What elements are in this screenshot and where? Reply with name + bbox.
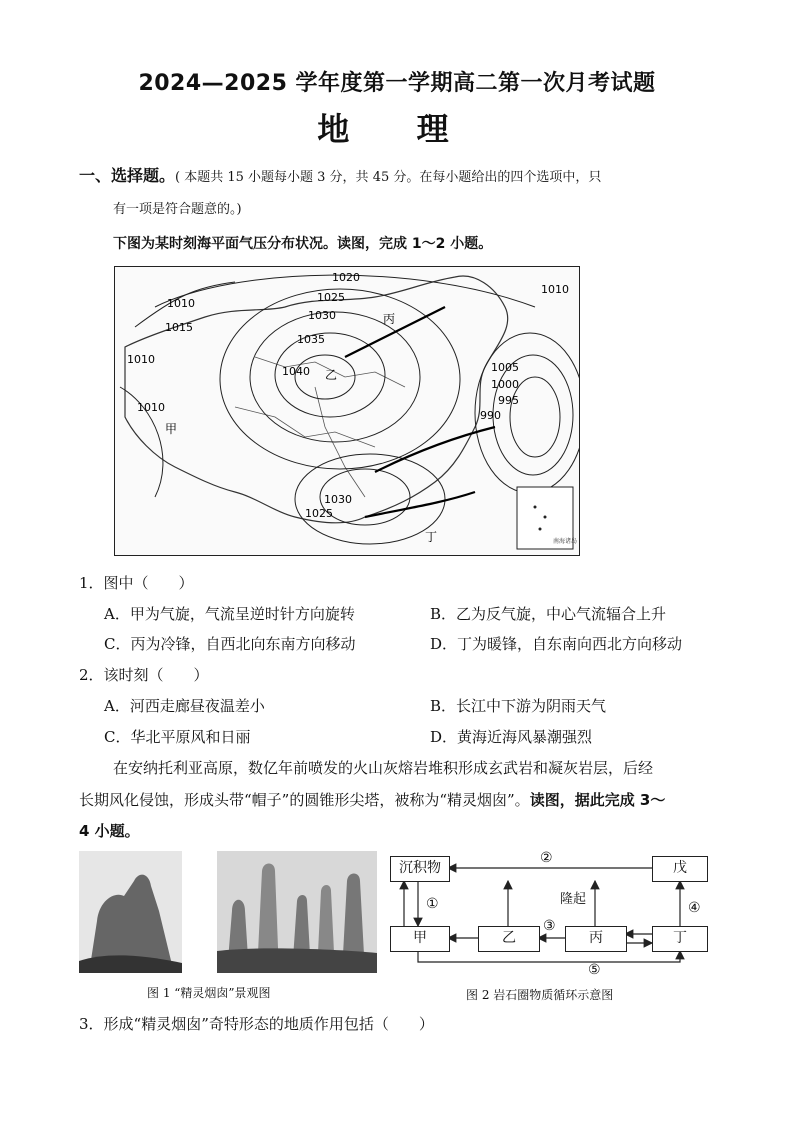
q1-option-c: C．丙为冷锋，自西北向东南方向移动 [104,635,356,653]
passage-line-1: 在安纳托利亚高原，数亿年前喷发的火山灰熔岩堆积形成玄武岩和凝灰岩层，后经 [113,759,654,777]
node-jia: 甲 [390,926,450,952]
node-bing: 丙 [565,926,627,952]
q2-option-a: A．河西走廊昼夜温差小 [104,697,265,715]
arrow-label-3: ③ [543,918,556,934]
instruction-line-1: ( 本题共 15 小题每小题 3 分，共 45 分。在每小题给出的四个选项中，只 [175,170,602,185]
instruction-line-2: 有一项是符合题意的。) [113,202,242,217]
passage-line-2 [79,790,665,810]
label-1025: 1025 [317,291,345,304]
node-ding: 丁 [652,926,708,952]
label-1010-nw: 1010 [167,297,195,310]
q2-option-c: C．华北平原风和日丽 [104,728,251,746]
arrow-label-2: ② [540,850,553,866]
q2-option-d: D．黄海近海风暴潮强烈 [430,728,593,746]
q2-option-b: B．长江中下游为阴雨天气 [430,697,607,715]
exam-title: 2024—2025 学年度第一学期高二第一次月考试题 [138,71,656,96]
inset-note: 南海诸岛 [553,538,578,545]
label-ding: 丁 [425,530,438,544]
pressure-map-svg [115,267,579,555]
photo-1-svg [79,851,182,973]
label-1025-south: 1025 [305,507,333,520]
fairy-chimney-photo-1 [79,851,182,973]
province-borders [235,357,405,497]
figure1-caption: 图 1 “精灵烟囱”景观图 [147,986,271,1000]
section-heading: 一、选择题。 [79,166,176,185]
passage-line-2-bold: 读图，据此完成 3～ [529,791,666,809]
uplift-label: 隆起 [560,892,587,907]
node-wu: 戊 [652,856,708,882]
label-1040: 1040 [282,365,310,378]
pressure-map [114,266,580,556]
label-jia: 甲 [165,422,178,436]
node-yi: 乙 [478,926,540,952]
subject-title: 地 理 [317,110,477,148]
label-1020: 1020 [332,271,360,284]
label-1010-w1: 1010 [127,353,155,366]
label-bing: 丙 [383,312,396,326]
q1-option-d: D．丁为暖锋，自东南向西北方向移动 [430,635,683,653]
q1-option-a: A．甲为气旋，气流呈逆时针方向旋转 [104,605,355,623]
label-yi: 乙 [325,368,338,382]
passage-line-2-plain: 长期风化侵蚀，形成头带“帽子”的圆锥形尖塔，被称为“精灵烟囱”。 [79,791,530,809]
front-ding [365,492,475,517]
q3-stem: 3．形成“精灵烟囱”奇特形态的地质作用包括（ ） [79,1015,434,1033]
photo-2-svg [217,851,377,973]
label-1015: 1015 [165,321,193,334]
section-instruction [79,166,601,188]
figure2-caption: 图 2 岩石圈物质循环示意图 [466,988,614,1002]
label-1005: 1005 [491,361,519,374]
arrow-label-1: ① [426,896,439,912]
passage-line-3: 4 小题。 [79,822,140,840]
q1-stem: 1．图中（ ） [79,574,194,592]
label-995: 995 [498,394,519,407]
group1-intro: 下图为某时刻海平面气压分布状况。读图，完成 1～2 小题。 [113,236,493,252]
rock-cycle-diagram [390,850,720,980]
label-1030: 1030 [308,309,336,322]
fairy-chimney-photo-2 [217,851,377,973]
arrow-label-4: ④ [688,900,701,916]
label-990: 990 [480,409,501,422]
label-1035: 1035 [297,333,325,346]
node-sediment: 沉积物 [390,856,450,882]
q1-option-b: B．乙为反气旋，中心气流辐合上升 [430,605,667,623]
label-1010-ne: 1010 [541,283,569,296]
label-1000: 1000 [491,378,519,391]
label-1030-south: 1030 [324,493,352,506]
label-1010-w2: 1010 [137,401,165,414]
q2-stem: 2．该时刻（ ） [79,666,209,684]
arrow-label-5: ⑤ [588,962,601,978]
